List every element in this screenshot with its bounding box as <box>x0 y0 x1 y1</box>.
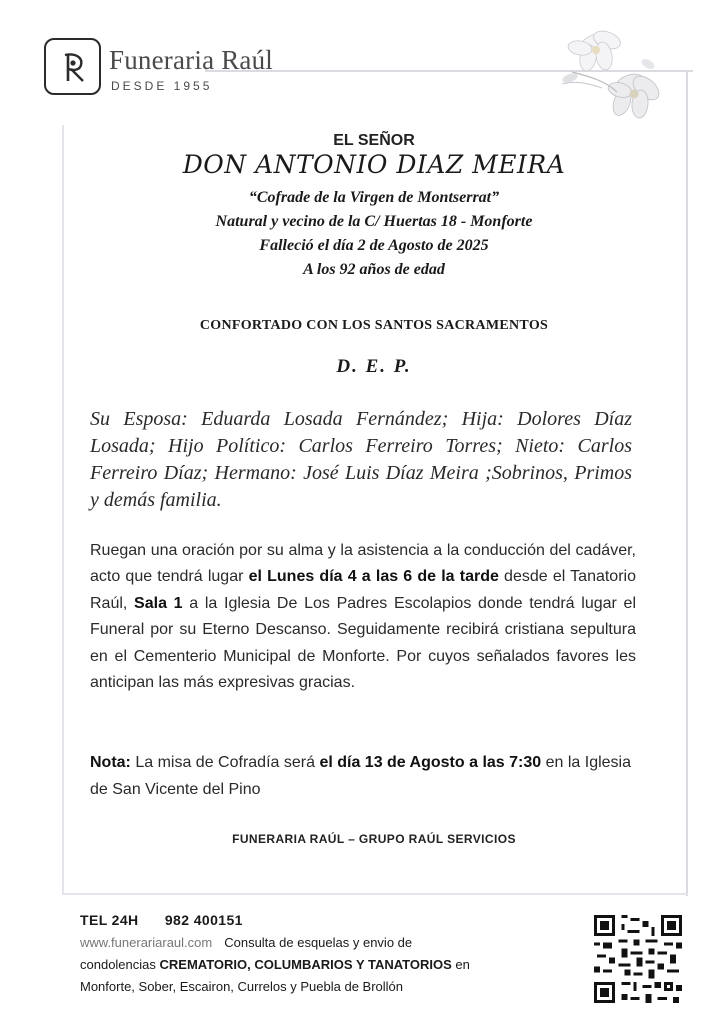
footer-line-2-a: condolencias <box>80 957 160 972</box>
nota-text-2: en la Iglesia de San Vicente del Pino <box>90 754 631 798</box>
honorific: EL SEÑOR <box>333 132 415 149</box>
footer-line-1 <box>80 932 580 954</box>
nota-text-1: La misa de Cofradía será <box>130 754 320 771</box>
details-line-1: “Cofrade de la Virgen de Montserrat” <box>248 189 500 206</box>
ceremony-text <box>90 538 636 696</box>
frame-line-bottom <box>62 893 688 895</box>
signature: FUNERARIA RAÚL – GRUPO RAÚL SERVICIOS <box>232 832 516 846</box>
ceremony-text-3: a la Iglesia De Los Padres Escolapios donde tendrá lugar el Funeral por su Eterno Descanso. Seguidamente recibirá cristiana sepultura en el Cementerio Municipal de Monforte. Por cuyos señalados favores les anticipan las más expresivas gracias. <box>90 594 636 692</box>
website-link[interactable]: www.funerariaraul.com <box>80 935 213 950</box>
ceremony-room: Sala 1 <box>134 594 183 612</box>
footer-line-3: Monforte, Sober, Escairon, Currelos y Puebla de Brollón <box>80 979 404 994</box>
ceremony-date: el Lunes día 4 a las 6 de la tarde <box>248 568 499 586</box>
funeraria-logo <box>44 38 273 95</box>
nota-label: Nota: <box>90 754 131 771</box>
ceremony-text-1: Ruegan una oración por su alma y la asistencia a la conducción del cadáver, acto que tendrá lugar <box>90 542 636 586</box>
details-line-2: Natural y vecino de la C/ Huertas 18 - Monforte <box>215 213 533 230</box>
dep-text: D. E. P. <box>336 356 412 377</box>
footer-services: CREMATORIO, COLUMBARIOS Y TANATORIOS <box>159 957 452 972</box>
footer-line-2-c: en <box>451 957 470 972</box>
nota-date: el día 13 de Agosto a las 7:30 <box>319 754 542 771</box>
logo-subtitle: DESDE 1955 <box>111 79 213 93</box>
family-list: Su Esposa: Eduarda Losada Fernández; Hija: Dolores Díaz Losada; Hijo Político: Carlos Ferreiro Torres; Nieto: Carlos Ferreiro Díaz; Hermano: José Luis Díaz Meira ;Sobrinos, Primos y demás familia. <box>90 408 632 511</box>
flowers-icon <box>552 22 672 132</box>
deceased-details <box>64 186 684 282</box>
details-line-4: A los 92 años de edad <box>303 261 445 278</box>
phone-number[interactable]: 982 400151 <box>164 912 243 928</box>
nota-text <box>90 749 636 803</box>
details-line-3: Falleció el día 2 de Agosto de 2025 <box>259 237 489 254</box>
confortado-text: CONFORTADO CON LOS SANTOS SACRAMENTOS <box>199 318 549 333</box>
logo-title: Funeraria Raúl <box>109 45 273 75</box>
deceased-name: DON ANTONIO DIAZ MEIRA <box>182 150 566 179</box>
ceremony-text-2: desde el Tanatorio Raúl, <box>90 568 636 612</box>
phone-line <box>80 912 580 928</box>
funeraria-logo-icon <box>44 38 101 95</box>
footer <box>80 912 580 998</box>
frame-line-right <box>686 70 688 896</box>
phone-label: TEL 24H <box>80 912 139 928</box>
qr-code-icon[interactable] <box>594 915 682 1003</box>
footer-line-1-text: Consulta de esquelas y envio de <box>224 935 413 950</box>
footer-line-2 <box>80 954 580 976</box>
